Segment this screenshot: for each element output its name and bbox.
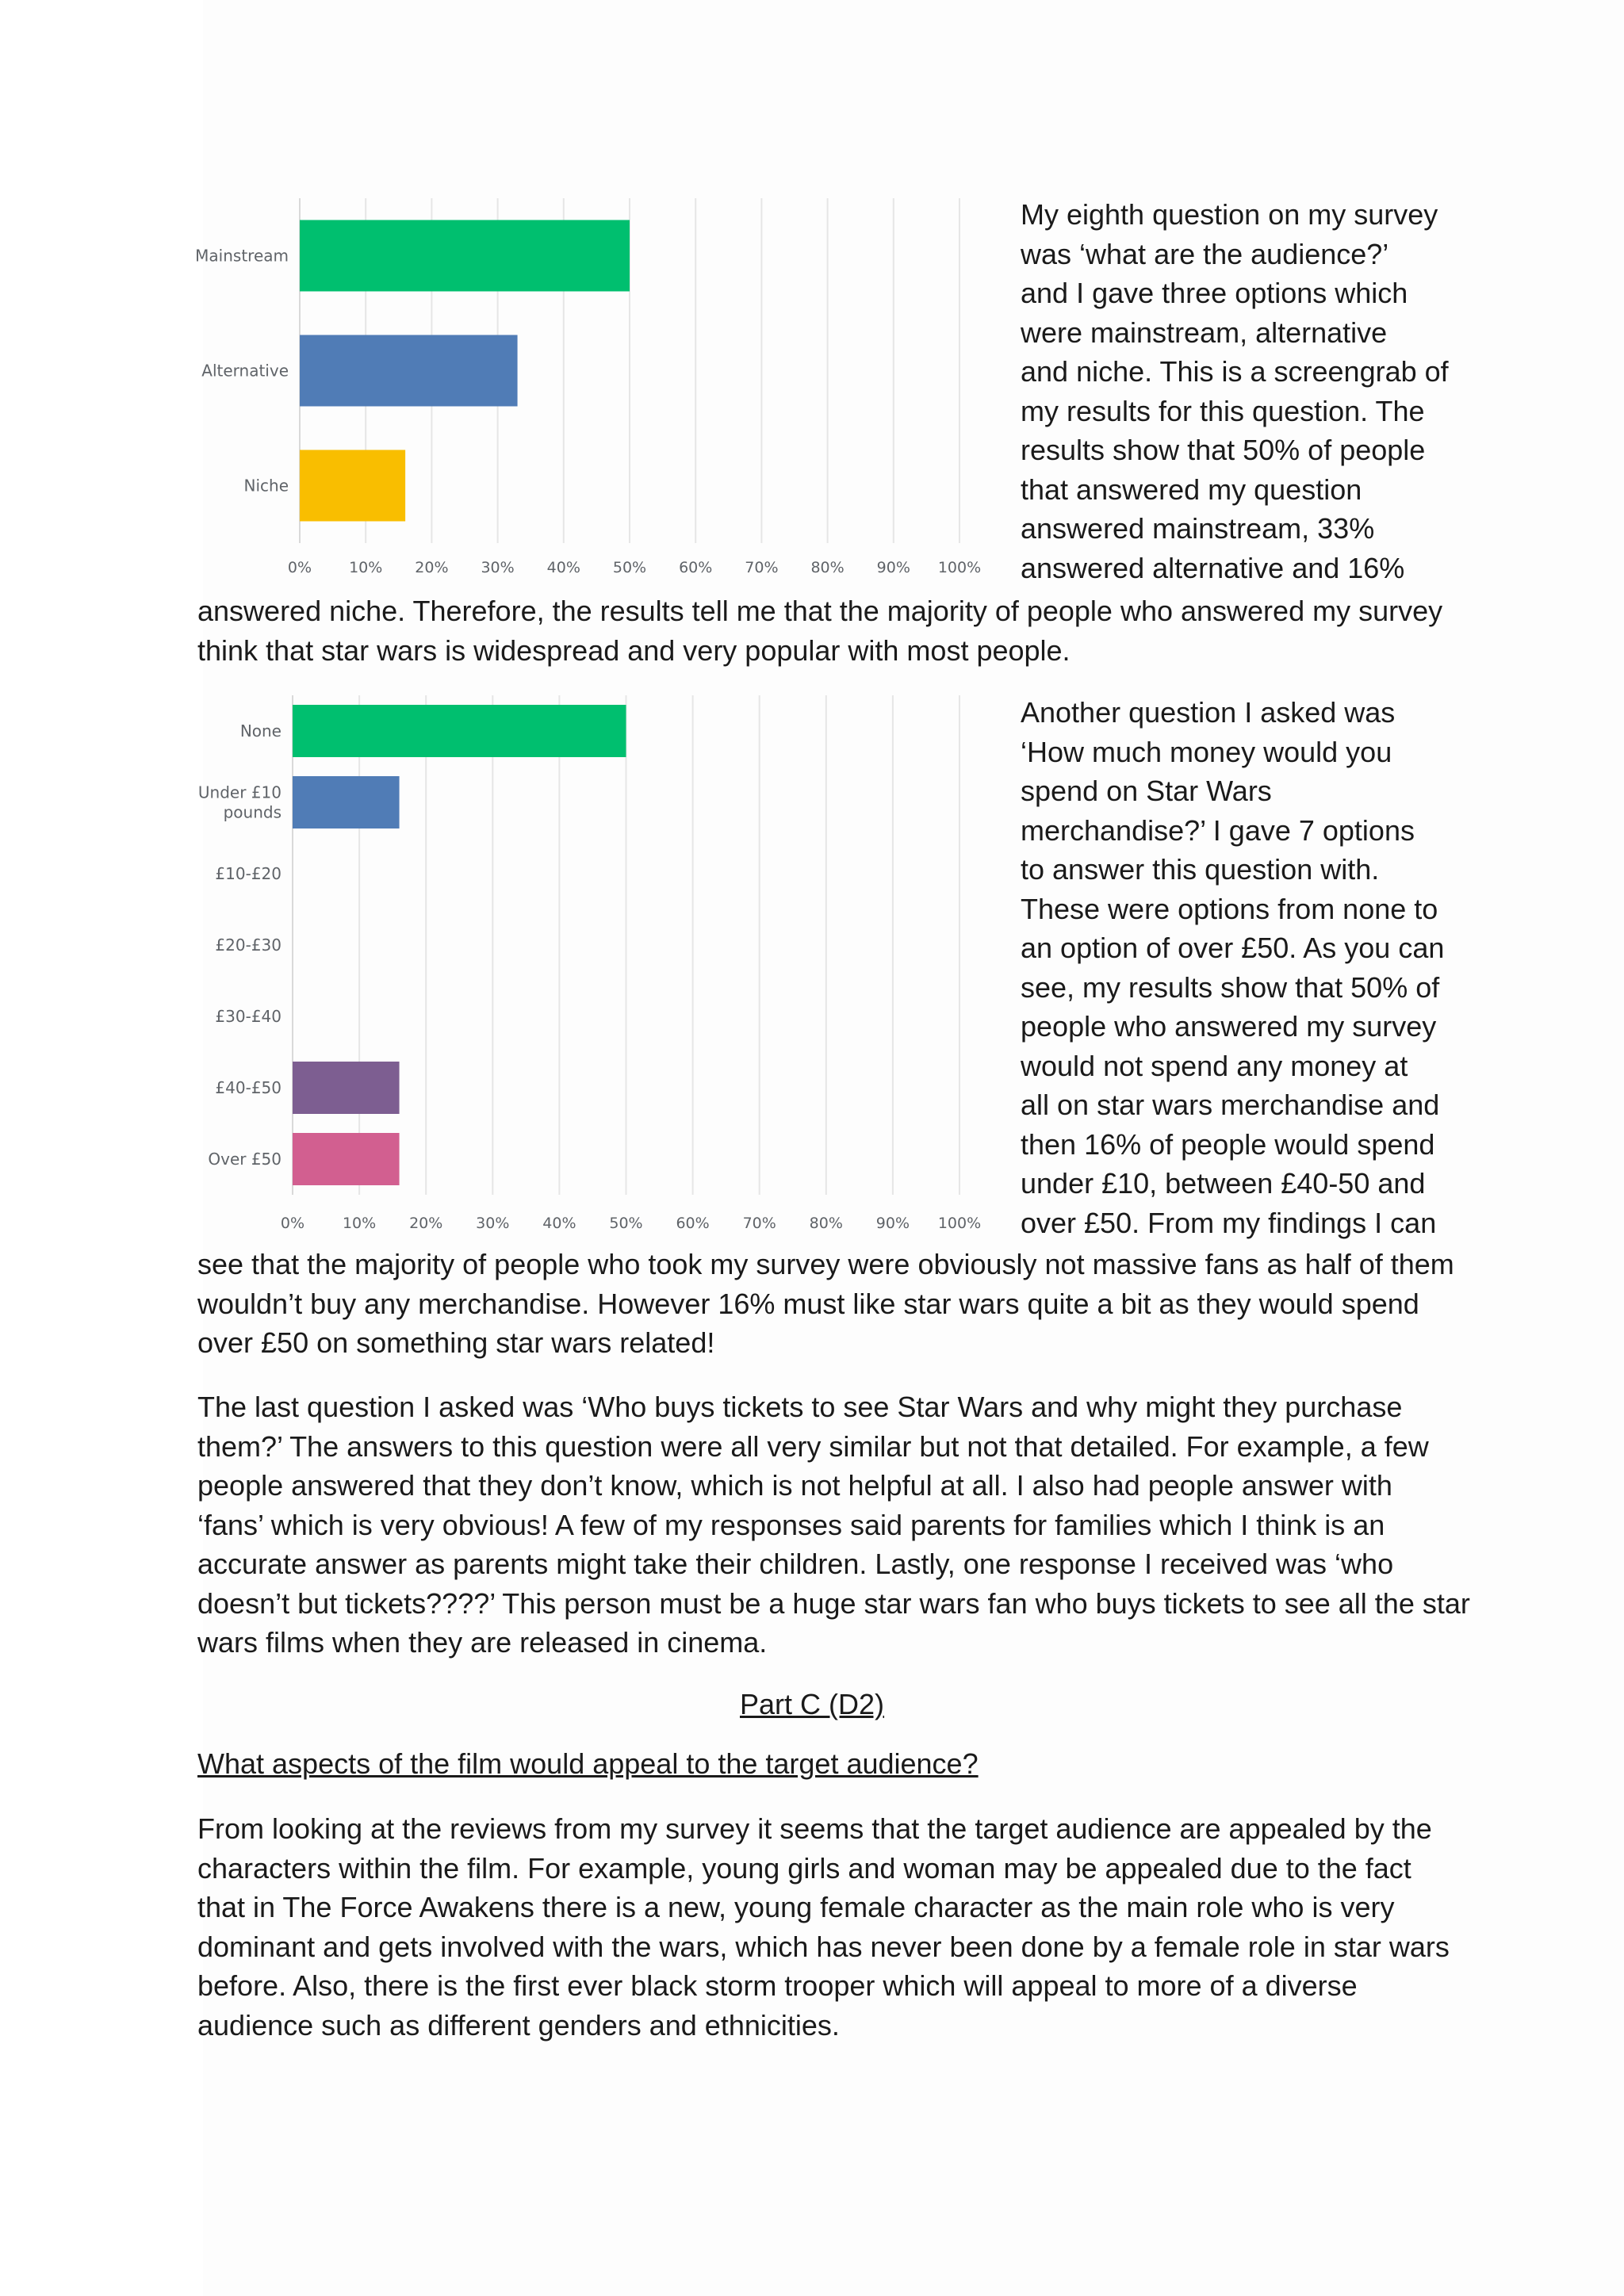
money-line: These were options from none to xyxy=(1021,892,1438,925)
x-tick-label: 70% xyxy=(742,1215,776,1232)
money-line: an option of over £50. As you can xyxy=(1021,932,1445,964)
tickets-paragraph xyxy=(197,1387,1482,1663)
q8-line: was ‘what are the audience?’ xyxy=(1021,237,1389,270)
aspects-line: From looking at the reviews from my survey it seems that the target audience are appealed by the xyxy=(197,1812,1432,1845)
tickets-line: wars films when they are released in cinema. xyxy=(197,1626,768,1659)
q8-full-line: answered niche. Therefore, the results tell me that the majority of people who answered my survey xyxy=(197,595,1443,627)
x-tick-label: 80% xyxy=(810,559,845,576)
money-full-line: wouldn’t buy any merchandise. However 16% must like star wars quite a bit as they would spend xyxy=(197,1287,1419,1320)
x-tick-label: 50% xyxy=(609,1215,643,1232)
x-tick-label: 30% xyxy=(481,559,515,576)
aspects-line: that in The Force Awakens there is a new, young female character as the main role who is very xyxy=(197,1891,1395,1923)
q8-line: my results for this question. The xyxy=(1021,394,1425,427)
x-tick-label: 20% xyxy=(409,1215,443,1232)
part-c-heading-text: Part C (D2) xyxy=(739,1688,885,1720)
category-label: pounds xyxy=(223,802,282,822)
q8-line: were mainstream, alternative xyxy=(1021,316,1388,349)
merchandise-spend-chart-svg xyxy=(182,691,991,1238)
aspects-line: before. Also, there is the first ever black storm trooper which will appeal to more of a diverse xyxy=(197,1969,1358,2002)
money-line: all on star wars merchandise and xyxy=(1021,1089,1440,1121)
aspects-heading-text: What aspects of the film would appeal to the target audience? xyxy=(197,1747,979,1780)
q8-full-line: think that star wars is widespread and very popular with most people. xyxy=(197,633,1071,667)
x-tick-label: 80% xyxy=(809,1215,843,1232)
category-label: Alternative xyxy=(201,361,289,381)
money-line: to answer this question with. xyxy=(1021,853,1380,886)
tickets-line: ‘fans’ which is very obvious! A few of my responses said parents for families which I think is an xyxy=(197,1508,1385,1541)
tickets-line: doesn’t but tickets????’ This person must be a huge star wars fan who buys tickets to see all the star xyxy=(197,1586,1470,1620)
money-line: over £50. From my findings I can xyxy=(1021,1206,1437,1239)
audience-type-chart-svg xyxy=(182,194,991,583)
money-line: ‘How much money would you xyxy=(1021,735,1392,768)
category-label: Under £10 xyxy=(197,783,282,802)
money-line: would not spend any money at xyxy=(1021,1049,1408,1082)
q8-line: results show that 50% of people xyxy=(1021,434,1426,466)
x-tick-label: 40% xyxy=(542,1215,576,1232)
bar xyxy=(293,1133,400,1185)
aspects-line: dominant and gets involved with the wars, which has never been done by a female role in star wars xyxy=(197,1930,1450,1963)
bar xyxy=(300,335,518,407)
money-line: people who answered my survey xyxy=(1021,1010,1437,1043)
bar xyxy=(300,450,405,522)
category-label: Niche xyxy=(243,476,289,496)
x-tick-label: 0% xyxy=(287,559,312,576)
money-full-paragraph xyxy=(197,1245,1482,1363)
aspects-line: audience such as different genders and ethnicities. xyxy=(197,2008,840,2042)
x-tick-label: 70% xyxy=(745,559,779,576)
x-tick-label: 60% xyxy=(679,559,713,576)
money-side-paragraph xyxy=(1021,693,1465,1242)
x-tick-label: 50% xyxy=(612,559,647,576)
category-label: Over £50 xyxy=(208,1150,282,1169)
category-label: £20-£30 xyxy=(215,936,282,955)
x-tick-label: 100% xyxy=(937,559,982,576)
x-tick-label: 10% xyxy=(349,559,383,576)
bar xyxy=(293,1062,400,1114)
q8-line: and niche. This is a screengrab of xyxy=(1021,355,1449,388)
bar xyxy=(293,705,626,757)
bar xyxy=(293,776,400,828)
x-tick-label: 90% xyxy=(876,559,910,576)
x-tick-label: 90% xyxy=(875,1215,910,1232)
x-tick-label: 20% xyxy=(415,559,449,576)
category-label: Mainstream xyxy=(195,246,289,266)
x-tick-label: 40% xyxy=(546,559,580,576)
tickets-line: The last question I asked was ‘Who buys tickets to see Star Wars and why might they purchase xyxy=(197,1391,1403,1423)
q8-line: answered alternative and 16% xyxy=(1021,551,1405,584)
q8-line: answered mainstream, 33% xyxy=(1021,512,1375,545)
x-tick-label: 0% xyxy=(280,1215,305,1232)
money-line: then 16% of people would spend xyxy=(1021,1127,1435,1161)
category-label: £40-£50 xyxy=(215,1078,282,1097)
tickets-line: accurate answer as parents might take their children. Lastly, one response I received was ‘who xyxy=(197,1548,1394,1580)
tickets-line: them?’ The answers to this question were all very similar but not that detailed. For example, a few xyxy=(197,1429,1429,1463)
money-line: merchandise?’ I gave 7 options xyxy=(1021,813,1415,847)
q8-side-paragraph xyxy=(1021,195,1465,587)
part-c-heading xyxy=(197,1685,1427,1724)
category-label: £30-£40 xyxy=(215,1007,282,1026)
aspects-paragraph xyxy=(197,1809,1482,2045)
q8-line: and I gave three options which xyxy=(1021,277,1408,309)
q8-line: My eighth question on my survey xyxy=(1021,198,1438,231)
bar xyxy=(300,220,630,292)
money-line: see, my results show that 50% of xyxy=(1021,970,1440,1004)
aspects-heading xyxy=(197,1744,1482,1784)
x-tick-label: 10% xyxy=(342,1215,377,1232)
merchandise-spend-chart xyxy=(182,691,991,1238)
money-line: under £10, between £40-50 and xyxy=(1021,1167,1426,1200)
category-label: £10-£20 xyxy=(215,864,282,883)
tickets-line: people answered that they don’t know, which is not helpful at all. I also had people answer with xyxy=(197,1469,1392,1502)
q8-full-paragraph xyxy=(197,591,1482,670)
money-line: Another question I asked was xyxy=(1021,696,1396,729)
aspects-line: characters within the film. For example, young girls and woman may be appealed due to the fact xyxy=(197,1851,1411,1885)
q8-line: that answered my question xyxy=(1021,473,1362,506)
category-label: None xyxy=(239,721,282,740)
x-tick-label: 60% xyxy=(676,1215,710,1232)
money-full-line: see that the majority of people who took my survey were obviously not massive fans as half of them xyxy=(197,1248,1454,1280)
audience-type-chart xyxy=(182,194,991,583)
money-full-line: over £50 on something star wars related! xyxy=(197,1326,715,1359)
money-line: spend on Star Wars xyxy=(1021,775,1272,807)
x-tick-label: 30% xyxy=(476,1215,510,1232)
x-tick-label: 100% xyxy=(937,1215,982,1232)
